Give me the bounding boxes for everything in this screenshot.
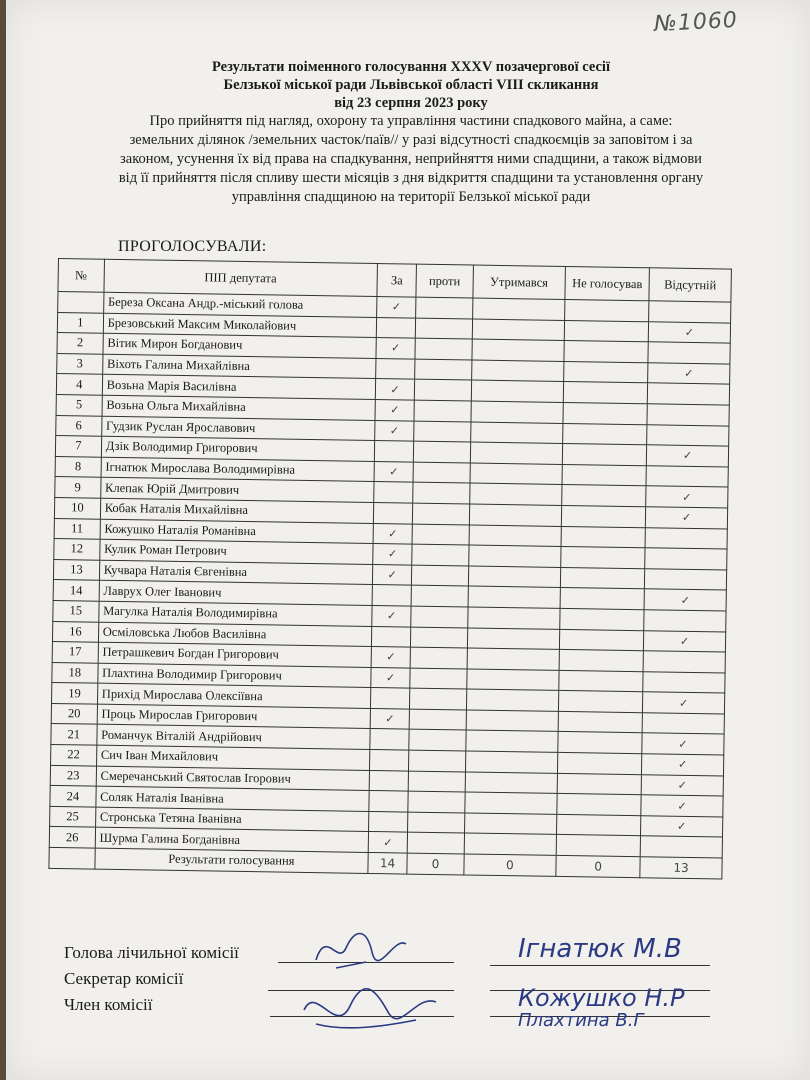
row-proty (409, 730, 466, 751)
row-vidsutnii: ✓ (642, 754, 724, 776)
row-proty (412, 524, 469, 545)
row-za (368, 811, 408, 832)
row-vidsutnii: ✓ (646, 486, 728, 508)
row-num: 26 (49, 827, 95, 848)
chair-label: Голова лічильної комісії (64, 943, 239, 962)
row-vidsutnii (649, 301, 731, 323)
row-proty (410, 668, 467, 689)
row-num: 9 (55, 477, 101, 498)
row-utrymavsia (470, 422, 563, 444)
row-ne-holosuvav (559, 670, 643, 692)
row-vidsutnii: ✓ (646, 445, 728, 467)
row-za (369, 791, 409, 812)
row-name: Клепак Юрій Дмитрович (100, 478, 374, 503)
row-utrymavsia (469, 525, 562, 547)
row-num: 7 (55, 436, 101, 457)
row-utrymavsia (464, 833, 557, 855)
row-ne-holosuvav (563, 382, 647, 404)
row-vidsutnii (645, 548, 727, 570)
row-name: Сич Іван Михайлович (96, 745, 370, 770)
row-num (58, 292, 104, 313)
row-proty (412, 544, 469, 565)
row-proty (410, 688, 467, 709)
vote-table-body (49, 292, 731, 879)
row-ne-holosuvav (557, 794, 641, 816)
row-ne-holosuvav (559, 691, 643, 713)
header-vidsutnii: Відсутній (649, 268, 731, 302)
row-proty (411, 606, 468, 627)
row-proty (408, 771, 465, 792)
row-za (373, 502, 413, 523)
row-name: Кобак Наталія Михайлівна (100, 498, 374, 523)
row-vidsutnii (643, 651, 725, 673)
header-num: № (58, 259, 104, 293)
row-proty (409, 709, 466, 730)
row-ne-holosuvav (560, 608, 644, 630)
row-za (372, 585, 412, 606)
row-utrymavsia (472, 298, 565, 320)
row-vidsutnii: ✓ (642, 733, 724, 755)
row-za (370, 729, 410, 750)
document-sheet (6, 0, 810, 1080)
row-num: 17 (52, 642, 98, 663)
row-utrymavsia (465, 772, 558, 794)
row-num: 25 (50, 806, 96, 827)
vote-table (48, 258, 732, 879)
row-ne-holosuvav (557, 814, 641, 836)
row-vidsutnii (647, 404, 729, 426)
row-za (369, 750, 409, 771)
member-name-handwritten: Кожушко Н.Р (518, 984, 685, 1012)
row-vidsutnii: ✓ (643, 692, 725, 714)
row-vidsutnii (647, 383, 729, 405)
row-za (376, 317, 416, 338)
chair-name-line (490, 965, 710, 966)
row-ne-holosuvav (560, 588, 644, 610)
row-vidsutnii: ✓ (648, 363, 730, 385)
row-name: Романчук Віталій Андрійович (97, 725, 371, 750)
row-vidsutnii (646, 466, 728, 488)
row-ne-holosuvav (558, 732, 642, 754)
row-vidsutnii (645, 527, 727, 549)
row-name: Проць Мирослав Григорович (97, 704, 371, 729)
row-za: ✓ (373, 523, 413, 544)
row-vidsutnii: ✓ (641, 795, 723, 817)
header-name: ПІП депутата (104, 259, 378, 296)
row-ne-holosuvav (562, 444, 646, 466)
totals-ne-holosuvav: 0 (556, 855, 640, 877)
row-za (374, 482, 414, 503)
row-proty (411, 627, 468, 648)
row-ne-holosuvav (556, 835, 640, 857)
row-utrymavsia (468, 586, 561, 608)
row-name: Лаврух Олег Іванович (99, 580, 373, 605)
row-num: 14 (53, 580, 99, 601)
handwritten-doc-number: №1060 (653, 7, 739, 38)
row-utrymavsia (466, 669, 559, 691)
row-ne-holosuvav (564, 361, 648, 383)
row-name: Осміловська Любов Василівна (98, 622, 372, 647)
row-vidsutnii: ✓ (648, 321, 730, 343)
row-num: 2 (57, 333, 103, 354)
row-utrymavsia (471, 360, 564, 382)
row-name: Магулка Наталія Володимирівна (98, 601, 372, 626)
row-za: ✓ (374, 461, 414, 482)
title-line-2: Белзької міської ради Львівської області VIII скликання (223, 77, 599, 93)
row-za (374, 441, 414, 462)
row-proty (412, 565, 469, 586)
row-ne-holosuvav (557, 773, 641, 795)
row-utrymavsia (470, 463, 563, 485)
row-ne-holosuvav (563, 402, 647, 424)
row-proty (408, 791, 465, 812)
row-name: Смеречанський Святослав Ігорович (96, 766, 370, 791)
row-ne-holosuvav (560, 629, 644, 651)
row-proty (413, 462, 470, 483)
row-num: 24 (50, 786, 96, 807)
row-ne-holosuvav (563, 423, 647, 445)
row-name: Ігнатюк Мирослава Володимирівна (101, 457, 375, 482)
row-proty (416, 297, 473, 318)
row-name: Шурма Галина Богданівна (95, 828, 369, 853)
row-num: 6 (56, 415, 102, 436)
row-name: Брезовський Максим Миколайович (103, 313, 377, 338)
row-za: ✓ (371, 667, 411, 688)
row-za (370, 688, 410, 709)
row-name: Возьна Ольга Михайлівна (102, 395, 376, 420)
row-utrymavsia (466, 710, 559, 732)
row-za (371, 626, 411, 647)
row-ne-holosuvav (565, 299, 649, 321)
row-ne-holosuvav (564, 320, 648, 342)
row-num: 23 (50, 765, 96, 786)
row-vidsutnii: ✓ (645, 507, 727, 529)
row-ne-holosuvav (560, 567, 644, 589)
row-ne-holosuvav (564, 341, 648, 363)
subject-text: Про прийняття під нагляд, охорону та управління частини спадкового майна, а саме: земельних ділянок /земельних часток/паїв// у разі відсутності спадкоємців за заповітом і за законом, усунення їх від права на спадкування, неприйняття ними спадщини, а також відмови від її прийняття після спливу шести місяців з дня відкриття спадщини та установлення органу управління спадщиною на території Белзької міської ради (118, 113, 704, 205)
row-num: 21 (51, 724, 97, 745)
row-za: ✓ (372, 564, 412, 585)
row-utrymavsia (469, 504, 562, 526)
totals-empty (49, 847, 95, 868)
row-proty (414, 421, 471, 442)
row-num: 3 (57, 353, 103, 374)
row-proty (410, 647, 467, 668)
row-num: 12 (54, 539, 100, 560)
row-proty (413, 503, 470, 524)
row-num: 16 (52, 621, 98, 642)
row-name: Прихід Мирослава Олексіївна (97, 683, 371, 708)
header-za: За (377, 264, 417, 298)
row-ne-holosuvav (561, 547, 645, 569)
totals-label: Результати голосування (95, 848, 369, 873)
row-num: 19 (52, 683, 98, 704)
row-proty (407, 833, 464, 854)
row-num: 5 (56, 394, 102, 415)
row-proty (415, 359, 472, 380)
row-za (376, 358, 416, 379)
row-name: Кулик Роман Петрович (99, 539, 373, 564)
row-utrymavsia (470, 442, 563, 464)
title-line-3: від 23 серпня 2023 року (334, 95, 488, 111)
row-vidsutnii: ✓ (641, 774, 723, 796)
totals-za: 14 (368, 852, 408, 873)
row-za: ✓ (370, 708, 410, 729)
voted-label: ПРОГОЛОСУВАЛИ: (118, 238, 267, 255)
row-ne-holosuvav (561, 526, 645, 548)
row-proty (415, 338, 472, 359)
totals-utrymavsia: 0 (463, 854, 556, 876)
row-num: 10 (54, 497, 100, 518)
header-ne-holosuvav: Не голосував (565, 266, 649, 300)
row-utrymavsia (466, 689, 559, 711)
row-ne-holosuvav (558, 711, 642, 733)
row-proty (416, 318, 473, 339)
row-proty (415, 379, 472, 400)
row-utrymavsia (471, 401, 564, 423)
row-utrymavsia (472, 339, 565, 361)
row-num: 8 (55, 456, 101, 477)
row-proty (409, 750, 466, 771)
row-name: Береза Оксана Андр.-міський голова (103, 292, 377, 317)
row-utrymavsia (468, 566, 561, 588)
row-proty (414, 441, 471, 462)
row-za: ✓ (376, 338, 416, 359)
row-num: 18 (52, 662, 98, 683)
row-vidsutnii: ✓ (644, 589, 726, 611)
row-name: Плахтина Володимир Григорович (98, 663, 372, 688)
header-proty: проти (416, 264, 473, 298)
row-za: ✓ (375, 399, 415, 420)
row-utrymavsia (465, 751, 558, 773)
row-name: Соляк Наталія Іванівна (96, 786, 370, 811)
header-utrymavsia: Утримався (473, 265, 566, 299)
row-ne-holosuvav (559, 650, 643, 672)
member-signature (296, 980, 446, 1040)
row-vidsutnii (648, 342, 730, 364)
row-num: 4 (56, 374, 102, 395)
row-vidsutnii: ✓ (641, 816, 723, 838)
row-name: Петрашкевич Богдан Григорович (98, 642, 372, 667)
row-ne-holosuvav (562, 485, 646, 507)
row-name: Віхоть Галина Михайлівна (102, 354, 376, 379)
row-utrymavsia (467, 648, 560, 670)
row-utrymavsia (465, 730, 558, 752)
row-num: 11 (54, 518, 100, 539)
row-vidsutnii (647, 424, 729, 446)
row-vidsutnii (642, 713, 724, 735)
row-vidsutnii (644, 568, 726, 590)
row-num: 13 (53, 559, 99, 580)
row-vidsutnii (644, 610, 726, 632)
title-block (116, 58, 706, 207)
row-name: Стронська Тетяна Іванівна (95, 807, 369, 832)
totals-vidsutnii: 13 (640, 857, 722, 879)
chair-name-handwritten: Ігнатюк М.В (518, 934, 682, 964)
row-num: 22 (51, 745, 97, 766)
row-proty (408, 812, 465, 833)
row-utrymavsia (464, 813, 557, 835)
row-name: Гудзик Руслан Ярославович (101, 416, 375, 441)
row-utrymavsia (467, 627, 560, 649)
row-za: ✓ (375, 379, 415, 400)
row-num: 15 (53, 600, 99, 621)
row-vidsutnii (643, 671, 725, 693)
row-utrymavsia (468, 545, 561, 567)
row-name: Кучвара Наталія Євгенівна (99, 560, 373, 585)
row-proty (411, 585, 468, 606)
secretary-label: Секретар комісії (64, 969, 184, 988)
member-name-2-handwritten: Плахтина В.Г (518, 1010, 644, 1031)
row-utrymavsia (471, 380, 564, 402)
row-name: Возьна Марія Василівна (102, 375, 376, 400)
signature-block (64, 940, 239, 1018)
row-proty (413, 482, 470, 503)
row-name: Вітик Мирон Богданович (103, 333, 377, 358)
row-name: Дзік Володимир Григорович (101, 436, 375, 461)
row-za: ✓ (377, 297, 417, 318)
row-utrymavsia (464, 792, 557, 814)
row-za: ✓ (368, 832, 408, 853)
row-utrymavsia (469, 483, 562, 505)
row-ne-holosuvav (558, 752, 642, 774)
row-za (369, 770, 409, 791)
row-za: ✓ (371, 647, 411, 668)
totals-proty: 0 (407, 853, 464, 874)
row-vidsutnii (640, 836, 722, 858)
row-ne-holosuvav (562, 464, 646, 486)
row-utrymavsia (472, 319, 565, 341)
member-label: Член комісії (64, 995, 153, 1014)
row-num: 20 (51, 703, 97, 724)
row-vidsutnii: ✓ (643, 630, 725, 652)
row-za: ✓ (375, 420, 415, 441)
title-line-1: Результати поіменного голосування XXXV позачергової сесії (212, 59, 610, 75)
row-za: ✓ (372, 605, 412, 626)
row-name: Кожушко Наталія Романівна (100, 519, 374, 544)
row-ne-holosuvav (561, 505, 645, 527)
row-num: 1 (57, 312, 103, 333)
row-utrymavsia (467, 607, 560, 629)
row-za: ✓ (373, 544, 413, 565)
row-proty (414, 400, 471, 421)
chair-signature (306, 918, 426, 978)
